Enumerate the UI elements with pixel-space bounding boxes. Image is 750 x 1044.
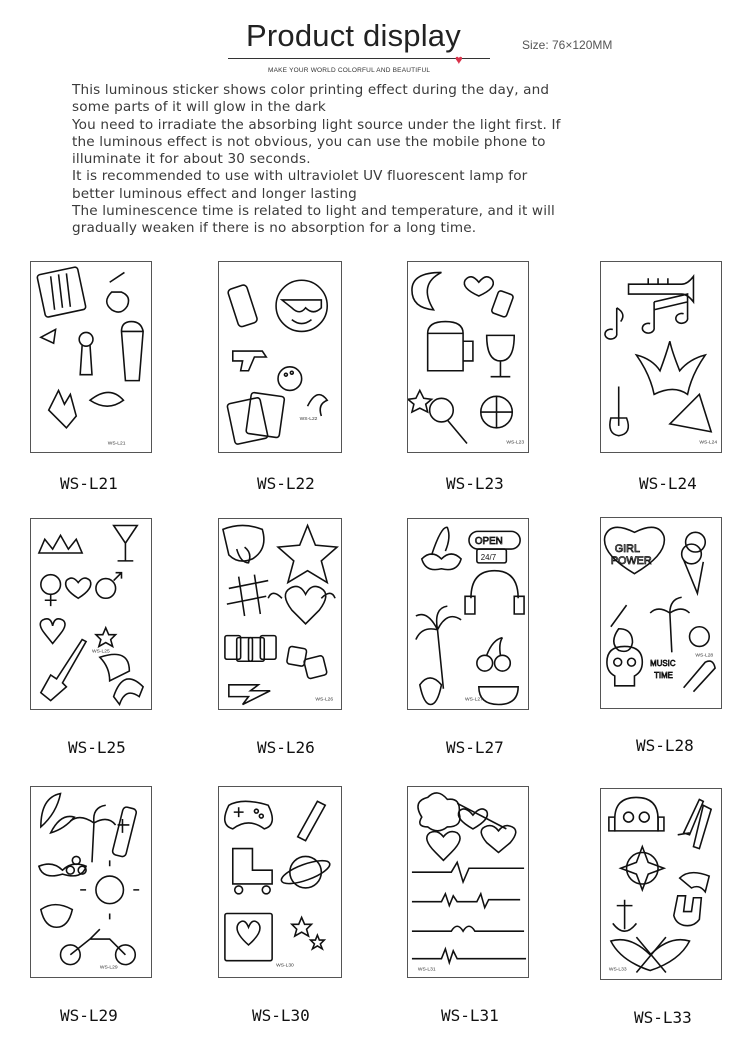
tagline: MAKE YOUR WORLD COLORFUL AND BEAUTIFUL — [268, 67, 431, 74]
sticker-card-ws-l21[interactable] — [30, 261, 152, 453]
product-code: WS-L27 — [446, 738, 504, 757]
sticker-card-ws-l24[interactable] — [600, 261, 722, 453]
sticker-art — [601, 789, 721, 979]
sticker-card-ws-l30[interactable] — [218, 786, 342, 978]
svg-text:WS-L23: WS-L23 — [506, 440, 525, 446]
product-code: WS-L28 — [636, 736, 694, 755]
svg-text:TIME: TIME — [654, 670, 673, 680]
description-line: The luminescence time is related to light and temperature, and it will — [72, 203, 555, 220]
product-code: WS-L23 — [446, 474, 504, 493]
title-underline — [228, 58, 490, 59]
description-line: some parts of it will glow in the dark — [72, 99, 326, 116]
sticker-art — [219, 787, 341, 977]
description-line: the luminous effect is not obvious, you can use the mobile phone to — [72, 133, 546, 150]
product-code: WS-L25 — [68, 738, 126, 757]
sticker-card-ws-l28[interactable] — [600, 517, 722, 709]
svg-text:WS-L21: WS-L21 — [107, 441, 126, 447]
sticker-card-ws-l25[interactable] — [30, 518, 152, 710]
svg-text:WS-L30: WS-L30 — [276, 963, 294, 969]
svg-text:POWER: POWER — [610, 554, 652, 567]
sticker-art — [219, 262, 341, 452]
svg-text:24/7: 24/7 — [480, 552, 497, 562]
sticker-card-ws-l26[interactable] — [218, 518, 342, 710]
svg-text:WS-L22: WS-L22 — [299, 416, 318, 422]
sticker-art — [601, 518, 721, 708]
header — [0, 0, 750, 80]
description-line: gradually weaken if there is no absorption for a long time. — [72, 220, 477, 237]
svg-text:WS-L27: WS-L27 — [465, 697, 483, 703]
description-line: illuminate it for about 30 seconds. — [72, 151, 311, 168]
sticker-art — [31, 519, 151, 709]
description-line: You need to irradiate the absorbing light source under the light first. If — [72, 116, 561, 133]
heart-icon: ♥ — [455, 52, 463, 67]
svg-text:GIRL: GIRL — [614, 543, 640, 556]
sticker-art — [31, 262, 151, 452]
sticker-card-ws-l23[interactable] — [407, 261, 529, 453]
svg-text:WS-L28: WS-L28 — [695, 653, 714, 659]
sticker-art — [408, 519, 528, 709]
description-line: It is recommended to use with ultraviolet UV fluorescent lamp for — [72, 168, 528, 185]
sticker-art — [408, 262, 528, 452]
description — [72, 82, 672, 238]
sticker-card-ws-l33[interactable] — [600, 788, 722, 980]
page-title: Product display — [246, 18, 461, 53]
product-code: WS-L24 — [639, 474, 697, 493]
size-label: Size: 76×120MM — [522, 38, 613, 52]
description-line: better luminous effect and longer lasting — [72, 185, 357, 202]
svg-text:WS-L26: WS-L26 — [315, 697, 334, 703]
svg-text:OPEN: OPEN — [474, 536, 503, 548]
svg-text:MUSIC: MUSIC — [650, 659, 676, 669]
sticker-art — [31, 787, 151, 977]
svg-text:WS-L24: WS-L24 — [699, 440, 718, 446]
svg-text:WS-L31: WS-L31 — [417, 967, 436, 973]
product-code: WS-L30 — [252, 1006, 310, 1025]
product-code: WS-L26 — [257, 738, 315, 757]
sticker-card-ws-l29[interactable] — [30, 786, 152, 978]
sticker-card-ws-l31[interactable] — [407, 786, 529, 978]
svg-text:WS-L33: WS-L33 — [608, 967, 627, 973]
sticker-card-ws-l27[interactable] — [407, 518, 529, 710]
sticker-art — [219, 519, 341, 709]
sticker-art — [601, 262, 721, 452]
product-code: WS-L29 — [60, 1006, 118, 1025]
product-code: WS-L33 — [634, 1008, 692, 1027]
description-line: This luminous sticker shows color printing effect during the day, and — [72, 82, 550, 98]
sticker-card-ws-l22[interactable] — [218, 261, 342, 453]
svg-text:WS-L25: WS-L25 — [91, 649, 110, 655]
product-code: WS-L21 — [60, 474, 118, 493]
product-code: WS-L22 — [257, 474, 315, 493]
sticker-art — [408, 787, 528, 977]
svg-text:WS-L29: WS-L29 — [99, 965, 118, 971]
product-code: WS-L31 — [441, 1006, 499, 1025]
